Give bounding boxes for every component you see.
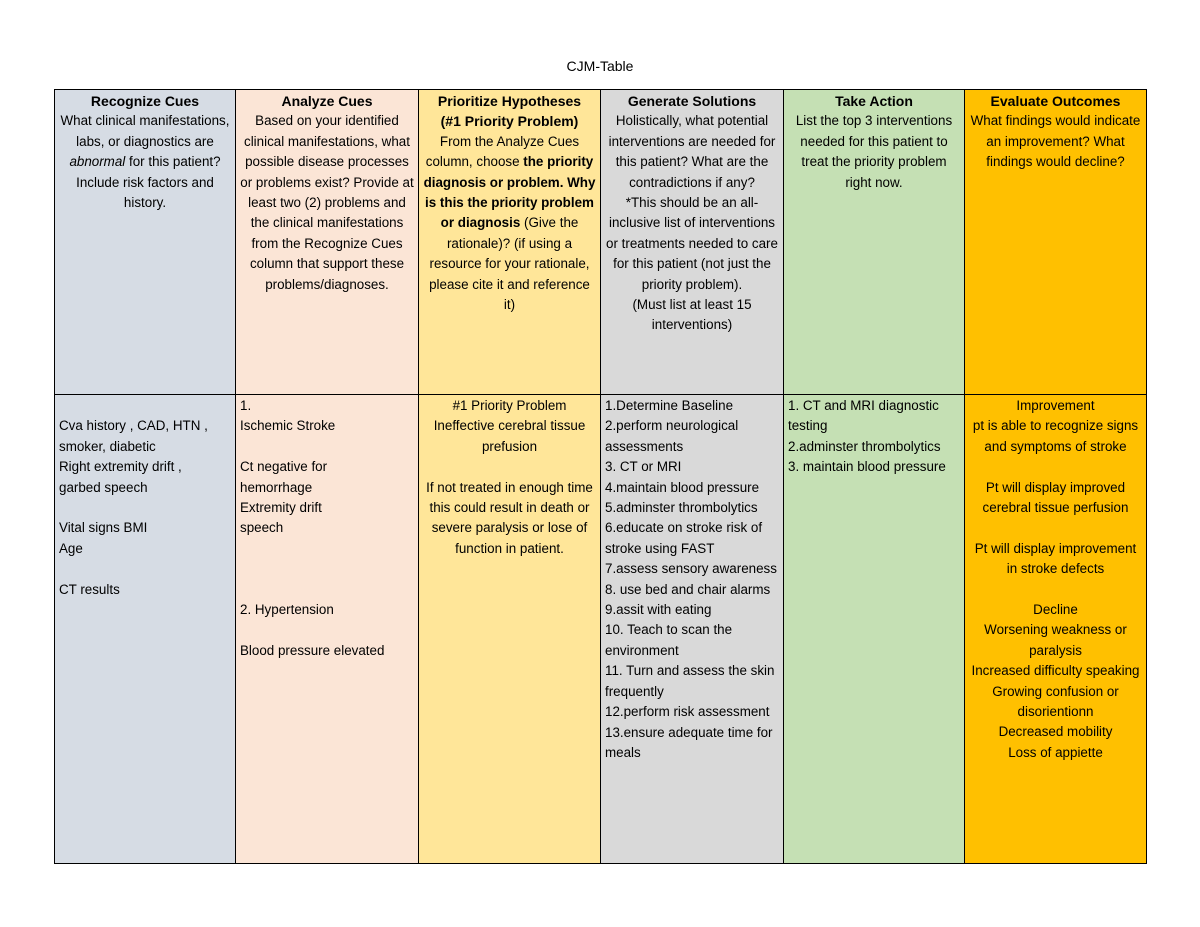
header-prioritize-text: From the Analyze Cues column, choose the priority diagnosis or problem. Why is this the priority problem or diagnosis (Give the rationale)? (if using a resource for your rationale, please cite it and reference it) (423, 133, 596, 313)
body-analyze-cues (236, 395, 419, 864)
header-evaluate-outcomes (965, 90, 1147, 395)
body-take-action (784, 395, 965, 864)
body-generate-solutions (601, 395, 784, 864)
decline-item: Decreased mobility (998, 724, 1113, 740)
header-generate-text-1: Holistically, what potential interventions are needed for this patient? What are the contradictions if any? (608, 113, 776, 190)
analyze-line: speech (240, 520, 284, 536)
header-evaluate-text: What findings would indicate an improvement? What findings would decline? (970, 113, 1141, 170)
analyze-line: hemorrhage (240, 479, 313, 495)
header-recognize-title: Recognize Cues (90, 93, 200, 109)
analyze-line: 1. (240, 398, 252, 413)
decline-item: Growing confusion or disorientionn (992, 683, 1119, 720)
cjm-table (54, 89, 1147, 864)
recognize-line: Right extremity drift , (59, 459, 182, 475)
header-recognize-cues (55, 90, 236, 395)
improvement-heading: Improvement (1016, 398, 1095, 413)
recognize-line: Cva history , CAD, HTN , (59, 418, 208, 434)
intervention-item: 2.perform neurological assessments (605, 418, 739, 454)
improvement-item: Pt will display improvement in stroke defects (974, 540, 1137, 577)
priority-rationale: If not treated in enough time this could result in death or severe paralysis or lose of function in patient. (426, 479, 593, 556)
intervention-item: 1.Determine Baseline (605, 398, 734, 413)
priority-problem: Ineffective cerebral tissue prefusion (433, 418, 586, 454)
analyze-line: Blood pressure elevated (240, 642, 385, 658)
header-recognize-text: What clinical manifestations, labs, or diagnostics are abnormal for this patient? Include risk factors and history. (60, 113, 230, 211)
header-action-text: List the top 3 interventions needed for this patient to treat the priority problem right now. (795, 113, 953, 190)
analyze-line: Ct negative for (240, 459, 328, 475)
improvement-item: Pt will display improved cerebral tissue perfusion (982, 479, 1129, 516)
header-prioritize-hypotheses (419, 90, 601, 395)
intervention-item: 13.ensure adequate time for meals (605, 724, 773, 760)
recognize-line: Vital signs BMI (59, 520, 148, 536)
header-generate-solutions (601, 90, 784, 395)
decline-item: Increased difficulty speaking (971, 663, 1140, 679)
intervention-item: 4.maintain blood pressure (605, 479, 760, 495)
header-generate-text-3: (Must list at least 15 interventions) (632, 297, 752, 333)
improvement-item: pt is able to recognize signs and symptoms of stroke (972, 418, 1139, 454)
recognize-line: garbed speech (59, 479, 148, 495)
intervention-item: 9.assit with eating (605, 602, 712, 618)
priority-problem-label: #1 Priority Problem (452, 398, 567, 413)
decline-heading: Decline (1033, 602, 1078, 618)
intervention-item: 3. CT or MRI (605, 459, 682, 475)
header-prioritize-title: Prioritize Hypotheses (437, 93, 582, 109)
intervention-item: 12.perform risk assessment (605, 704, 770, 720)
body-recognize-cues (55, 395, 236, 864)
decline-item: Loss of appiette (1008, 744, 1103, 760)
decline-item: Worsening weakness or paralysis (984, 622, 1127, 658)
header-generate-text-2: *This should be an all-inclusive list of interventions or treatments needed to care for this patient (not just the priority problem). (606, 195, 778, 292)
body-prioritize-hypotheses (419, 395, 601, 864)
analyze-line: 2. Hypertension (240, 602, 334, 617)
action-item: 3. maintain blood pressure (788, 459, 946, 475)
analyze-line: Ischemic Stroke (240, 418, 336, 434)
header-analyze-cues (236, 90, 419, 395)
header-analyze-title: Analyze Cues (281, 93, 373, 109)
body-evaluate-outcomes (965, 395, 1147, 864)
header-evaluate-title: Evaluate Outcomes (990, 93, 1121, 109)
action-item: 2.adminster thrombolytics (788, 438, 941, 454)
header-generate-title: Generate Solutions (627, 93, 757, 109)
header-action-title: Take Action (835, 93, 913, 109)
recognize-line: Age (59, 540, 83, 556)
intervention-item: 8. use bed and chair alarms (605, 581, 771, 597)
header-prioritize-subtitle: (#1 Priority Problem) (440, 113, 579, 130)
analyze-line: Extremity drift (240, 500, 322, 516)
action-item: 1. CT and MRI diagnostic testing (788, 398, 939, 434)
document-title: CJM-Table (566, 58, 634, 74)
intervention-item: 10. Teach to scan the environment (605, 622, 733, 658)
header-analyze-text: Based on your identified clinical manifestations, what possible disease processes or problems exist? Provide at least two (2) problems and the clinical manifestations from the Recognize Cues column that support these problems/diagnoses. (240, 113, 414, 292)
header-row (55, 90, 1147, 395)
recognize-line: CT results (59, 581, 120, 597)
intervention-item: 6.educate on stroke risk of stroke using FAST (605, 520, 763, 556)
header-take-action (784, 90, 965, 395)
intervention-item: 11. Turn and assess the skin frequently (605, 663, 775, 699)
recognize-line: smoker, diabetic (59, 438, 156, 454)
body-row (55, 395, 1147, 864)
intervention-item: 5.adminster thrombolytics (605, 500, 758, 516)
interventions-list (605, 396, 779, 763)
intervention-item: 7.assess sensory awareness (605, 561, 777, 577)
